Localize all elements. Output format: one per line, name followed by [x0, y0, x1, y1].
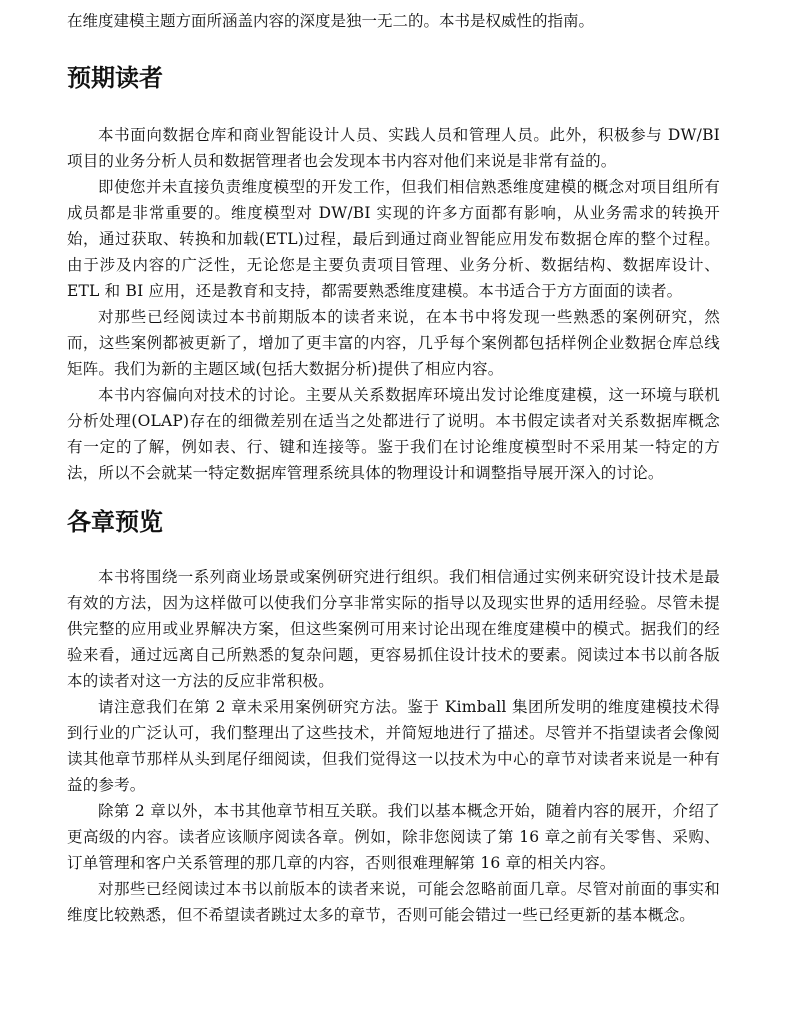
intro-tail-text: 在维度建模主题方面所涵盖内容的深度是独一无二的。本书是权威性的指南。 [67, 12, 595, 30]
paragraph: 对那些已经阅读过本书前期版本的读者来说，在本书中将发现一些熟悉的案例研究，然而，这些案例都被更新了，增加了更丰富的内容，几乎每个案例都包括样例企业数据仓库总线矩阵。我们为新的主题区域(包括大数据分析)提供了相应内容。 [67, 308, 720, 378]
section-intended-readers [67, 62, 720, 486]
paragraph: 对那些已经阅读过本书以前版本的读者来说，可能会忽略前面几章。尽管对前面的事实和维度比较熟悉，但不希望读者跳过太多的章节，否则可能会错过一些已经更新的基本概念。 [67, 880, 720, 924]
paragraph: 本书面向数据仓库和商业智能设计人员、实践人员和管理人员。此外，积极参与 DW/BI 项目的业务分析人员和数据管理者也会发现本书内容对他们来说是非常有益的。 [67, 126, 720, 170]
paragraph: 本书内容偏向对技术的讨论。主要从关系数据库环境出发讨论维度建模，这一环境与联机分析处理(OLAP)存在的细微差别在适当之处都进行了说明。本书假定读者对关系数据库概念有一定的了解，例如表、行、键和连接等。鉴于我们在讨论维度模型时不采用某一特定的方法，所以不会就某一特定数据库管理系统具体的物理设计和调整指导展开深入的讨论。 [67, 386, 720, 482]
section-chapter-preview [67, 506, 720, 928]
section-heading-readers: 预期读者 [67, 64, 163, 92]
section-heading-chapters: 各章预览 [67, 508, 163, 536]
paragraph: 请注意我们在第 2 章未采用案例研究方法。鉴于 Kimball 集团所发明的维度建模技术得到行业的广泛认可，我们整理出了这些技术，并简短地进行了描述。尽管并不指望读者会像阅读其他章节那样从头到尾仔细阅读，但我们觉得这一以技术为中心的章节对读者来说是一种有益的参考。 [67, 698, 720, 794]
paragraph: 除第 2 章以外，本书其他章节相互关联。我们以基本概念开始，随着内容的展开，介绍了更高级的内容。读者应该顺序阅读各章。例如，除非您阅读了第 16 章之前有关零售、采购、订单管理和客户关系管理的那几章的内容，否则很难理解第 16 章的相关内容。 [67, 802, 720, 872]
paragraph: 即使您并未直接负责维度模型的开发工作，但我们相信熟悉维度建模的概念对项目组所有成员都是非常重要的。维度模型对 DW/BI 实现的许多方面都有影响，从业务需求的转换开始，通过获取、转换和加载(ETL)过程，最后到通过商业智能应用发布数据仓库的整个过程。由于涉及内容的广泛性，无论您是主要负责项目管理、业务分析、数据结构、数据库设计、ETL 和 BI 应用，还是教育和支持，都需要熟悉维度建模。本书适合于方方面面的读者。 [67, 178, 720, 300]
paragraph: 本书将围绕一系列商业场景或案例研究进行组织。我们相信通过实例来研究设计技术是最有效的方法，因为这样做可以使我们分享非常实际的指导以及现实世界的适用经验。尽管未提供完整的应用或业界解决方案，但这些案例可用来讨论出现在维度建模中的模式。据我们的经验来看，通过远离自己所熟悉的复杂问题，更容易抓住设计技术的要素。阅读过本书以前各版本的读者对这一方法的反应非常积极。 [67, 568, 720, 690]
